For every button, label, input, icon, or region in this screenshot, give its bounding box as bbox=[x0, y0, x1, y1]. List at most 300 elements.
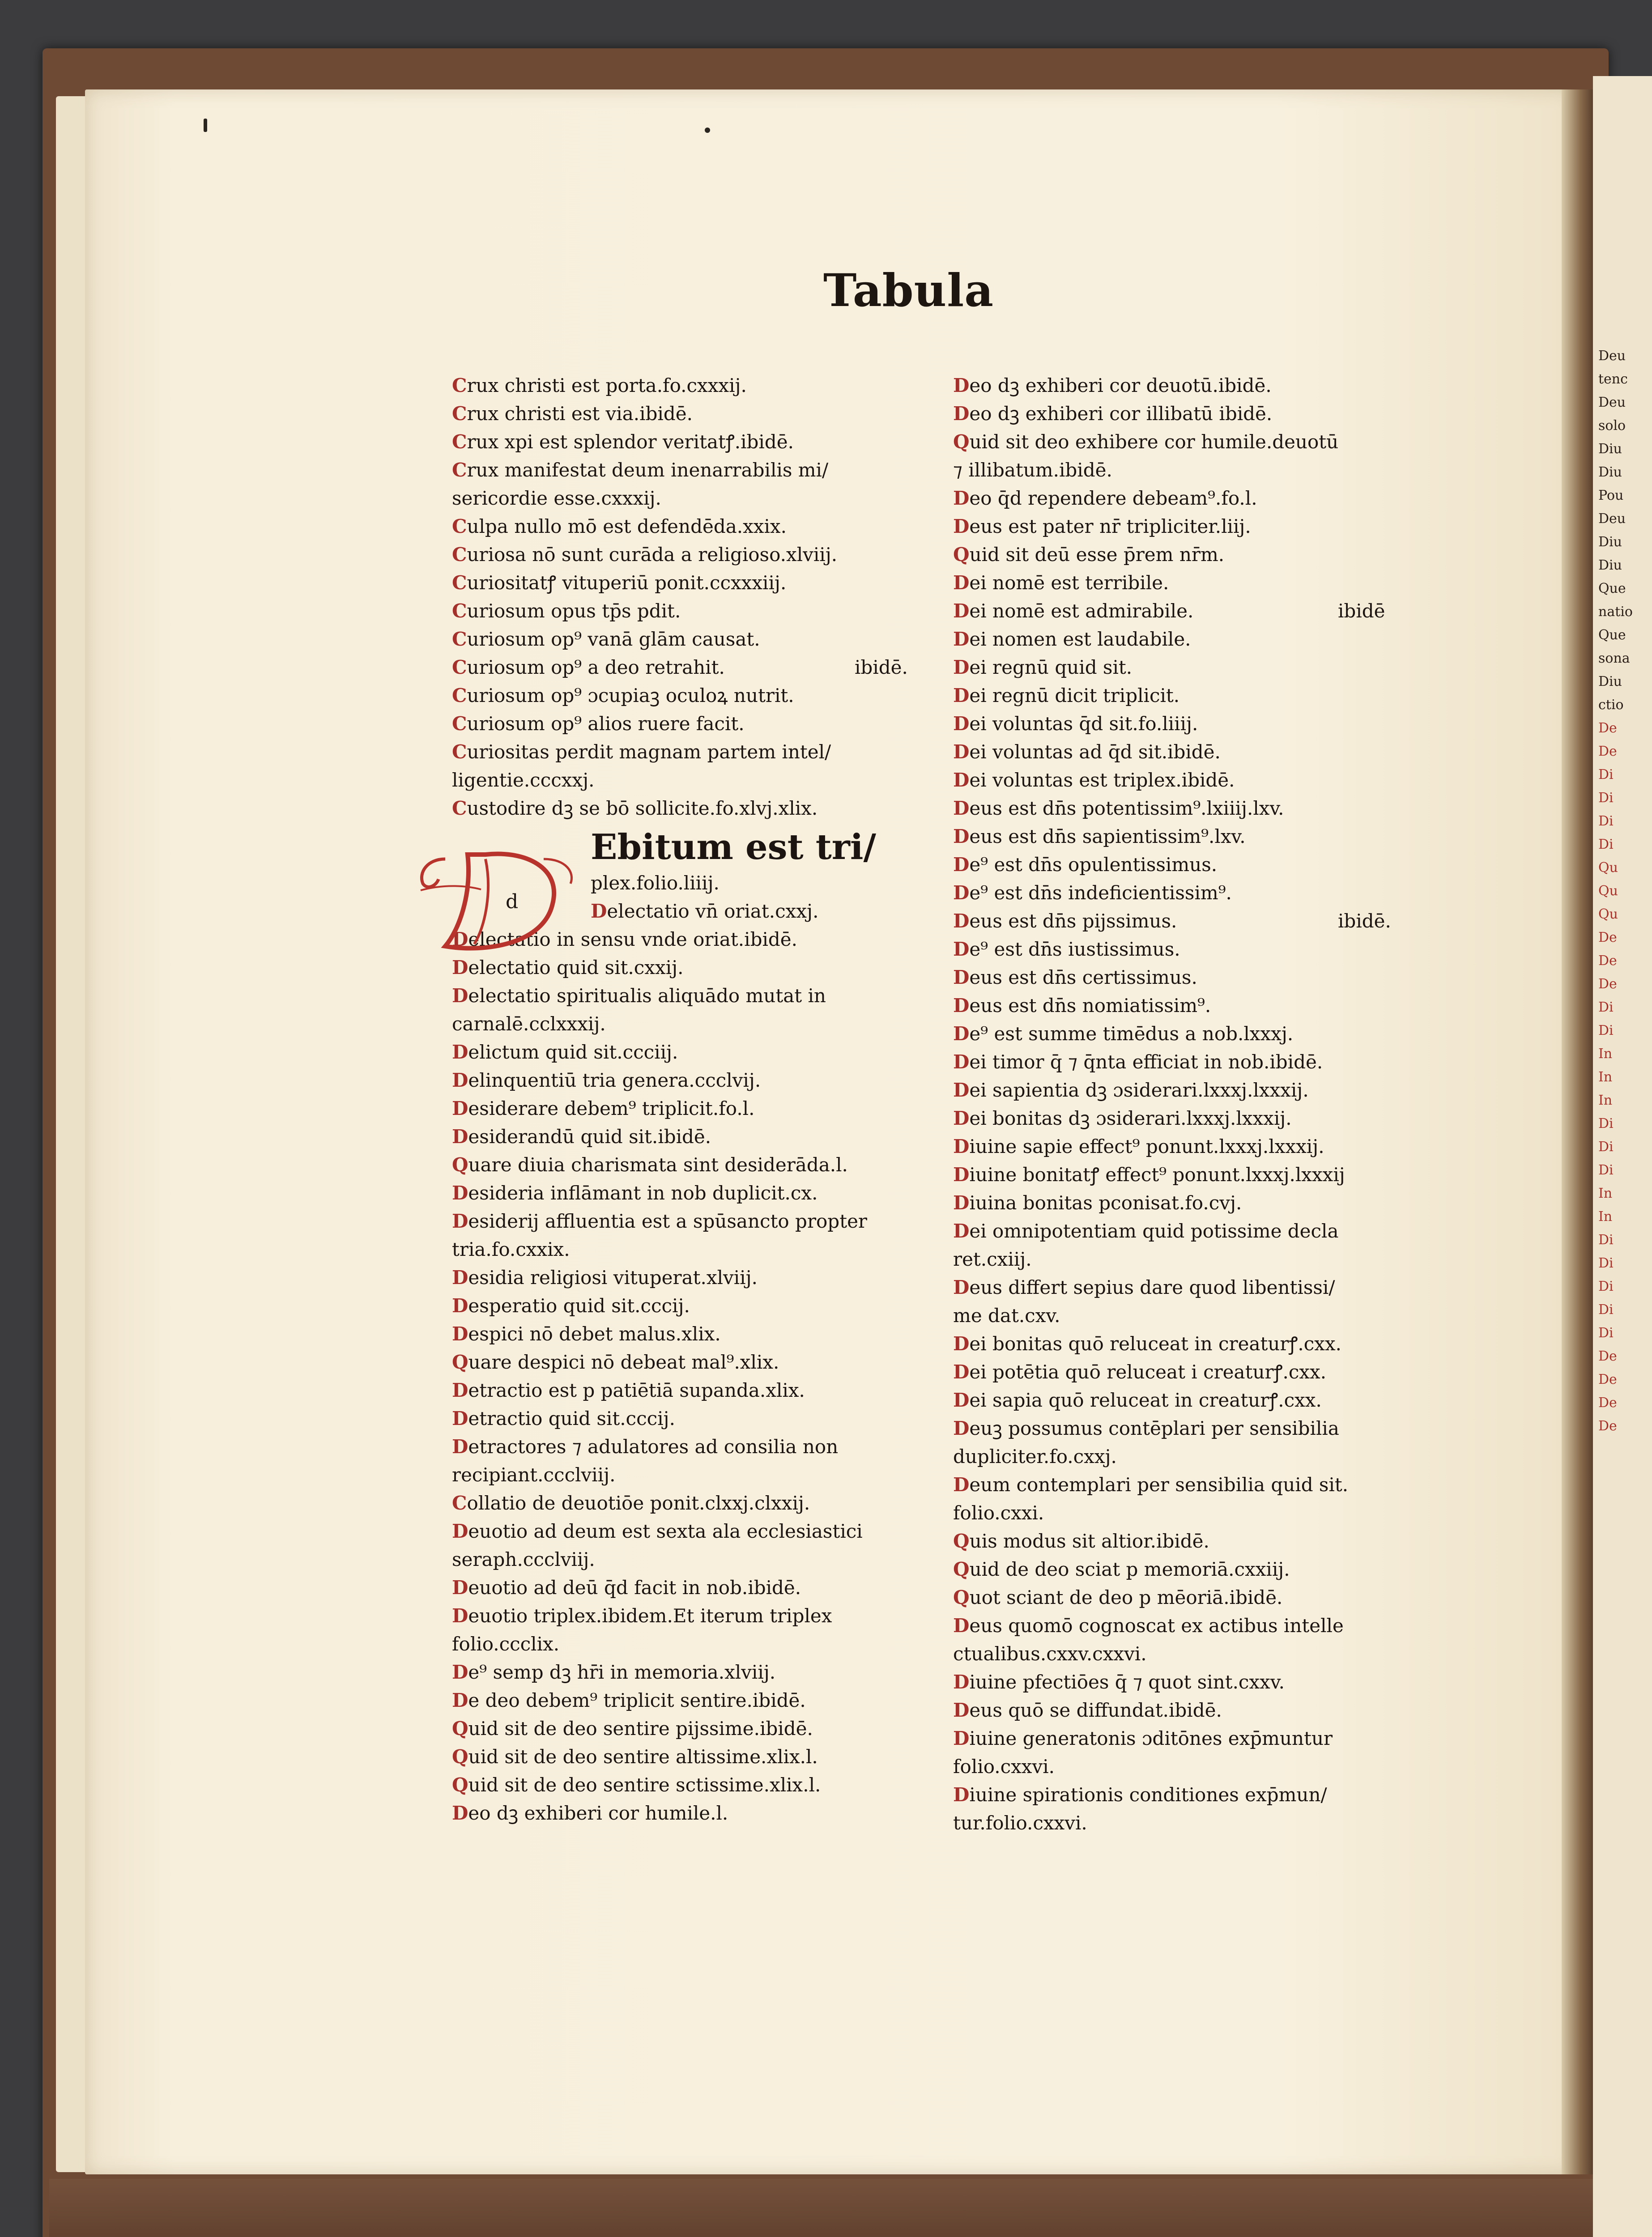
entry-text: ei regnū quid sit. bbox=[969, 656, 1133, 678]
index-entry bbox=[953, 1358, 1436, 1386]
entry-text: ctualibus.cxxv.cxxvi. bbox=[953, 1643, 1147, 1665]
entry-list-top bbox=[452, 371, 926, 822]
rubricated-initial: D bbox=[953, 1192, 970, 1214]
index-entry bbox=[953, 512, 1436, 540]
index-entry bbox=[953, 1499, 1436, 1527]
index-entry bbox=[953, 1471, 1436, 1499]
index-entry bbox=[452, 794, 926, 822]
index-entry bbox=[953, 1048, 1436, 1076]
entry-text: ⁊ illibatum.ibidē. bbox=[953, 459, 1112, 481]
rubricated-initial: D bbox=[452, 1436, 468, 1458]
index-entry bbox=[452, 1771, 926, 1799]
rubricated-initial: D bbox=[452, 1802, 468, 1824]
facing-page-fragment: De bbox=[1598, 720, 1617, 736]
entry-text: rux christi est via.ibidē. bbox=[467, 403, 693, 425]
rubricated-initial: D bbox=[953, 1699, 970, 1721]
entry-text: iuine pfectiōes q̄ ⁊ quot sint.cxxv. bbox=[969, 1671, 1285, 1693]
rubricated-initial: Q bbox=[452, 1746, 468, 1768]
entry-list-bottom bbox=[452, 869, 926, 1827]
index-entry bbox=[953, 1273, 1436, 1301]
page-title: Tabula bbox=[823, 264, 994, 317]
entry-text: electatio vn̄ oriat.cxxj. bbox=[607, 900, 819, 922]
index-column-left bbox=[452, 371, 926, 1827]
entry-text: ulpa nullo mō est defendēda.xxix. bbox=[467, 515, 787, 537]
entry-text: tur.folio.cxxvi. bbox=[953, 1812, 1087, 1834]
rubricated-initial: D bbox=[953, 1079, 970, 1101]
entry-text: eo dꝫ exhiberi cor illibatū ibidē. bbox=[969, 403, 1273, 425]
entry-text: euotio ad deū q̄d facit in nob.ibidē. bbox=[468, 1577, 801, 1599]
entry-reference: ibidē bbox=[1338, 600, 1385, 622]
index-entry bbox=[953, 1696, 1436, 1724]
index-entry bbox=[953, 1752, 1436, 1781]
entry-text: eus est dn̄s sapientissim⁹.lxv. bbox=[969, 825, 1246, 847]
entry-text: eo dꝫ exhiberi cor humile.l. bbox=[468, 1802, 728, 1824]
index-entry bbox=[953, 1555, 1436, 1583]
index-entry bbox=[452, 1376, 926, 1404]
entry-text: uriosum opus tp̄s pdit. bbox=[467, 600, 681, 622]
rubricated-initial: D bbox=[953, 1727, 970, 1749]
page-gutter bbox=[1562, 89, 1593, 2174]
entry-text: eus est dn̄s potentissim⁹.lxiiij.lxv. bbox=[969, 797, 1284, 819]
index-entry bbox=[953, 1161, 1436, 1189]
rubricated-initial: C bbox=[452, 431, 467, 453]
index-entry bbox=[953, 1724, 1436, 1752]
entry-text: euotio ad deum est sexta ala ecclesiastici bbox=[468, 1520, 863, 1542]
rubricated-initial: D bbox=[452, 1295, 468, 1317]
index-entry bbox=[452, 1207, 926, 1235]
facing-page-fragment: In bbox=[1598, 1046, 1613, 1062]
index-entry bbox=[953, 710, 1436, 738]
index-entry bbox=[953, 653, 1436, 681]
index-entry bbox=[452, 1066, 926, 1094]
rubricated-initial: Q bbox=[452, 1351, 468, 1373]
facing-page-fragment: Pou bbox=[1598, 488, 1624, 503]
facing-page-fragment: Diu bbox=[1598, 464, 1622, 480]
entry-text: ustodire dꝫ se bō sollicite.fo.xlvj.xlix. bbox=[467, 797, 818, 819]
index-entry bbox=[452, 1263, 926, 1292]
index-entry bbox=[452, 653, 926, 681]
rubricated-initial: D bbox=[953, 741, 970, 763]
entry-text: uriosa nō sunt curāda a religioso.xlviij. bbox=[467, 544, 838, 566]
rubricated-initial: D bbox=[452, 1408, 468, 1429]
entry-text: esiderij affluentia est a spūsancto propter bbox=[468, 1210, 867, 1232]
rubricated-initial: D bbox=[452, 1661, 468, 1683]
index-entry bbox=[452, 428, 926, 456]
facing-page-fragment: De bbox=[1598, 744, 1617, 759]
rubricated-initial: D bbox=[953, 882, 970, 904]
index-entry bbox=[953, 540, 1436, 569]
rubricated-initial: Q bbox=[953, 544, 970, 566]
entry-text: eus est dn̄s certissimus. bbox=[969, 966, 1197, 988]
index-entry bbox=[953, 371, 1436, 400]
entry-text: uid sit deo exhibere cor humile.deuotū bbox=[969, 431, 1339, 453]
entry-text: ei bonitas quō reluceat in creaturꝭ.cxx. bbox=[969, 1333, 1342, 1355]
index-entry bbox=[452, 1545, 926, 1574]
index-entry bbox=[953, 1104, 1436, 1132]
index-entry bbox=[953, 1301, 1436, 1330]
entry-text: ei nomē est admirabile. bbox=[969, 600, 1194, 622]
index-entry bbox=[452, 982, 926, 1010]
index-entry bbox=[452, 766, 926, 794]
index-entry bbox=[452, 953, 926, 982]
index-column-right bbox=[953, 371, 1436, 1837]
entry-text: ei sapia quō reluceat in creaturꝭ.cxx. bbox=[969, 1389, 1322, 1411]
index-entry bbox=[953, 1527, 1436, 1555]
index-entry bbox=[452, 1602, 926, 1630]
entry-text: eus quomō cognoscat ex actibus intelle bbox=[969, 1615, 1344, 1637]
decorated-initial-d bbox=[418, 841, 579, 957]
entry-text: euꝫ possumus contēplari per sensibilia bbox=[969, 1417, 1339, 1439]
facing-page-fragment: Di bbox=[1598, 837, 1614, 852]
rubricated-initial: C bbox=[452, 459, 467, 481]
index-entry bbox=[452, 1461, 926, 1489]
index-entry bbox=[452, 625, 926, 653]
rubricated-initial: C bbox=[452, 374, 467, 396]
entry-text: ei nomen est laudabile. bbox=[969, 628, 1191, 650]
entry-text: sericordie esse.cxxxij. bbox=[452, 487, 661, 509]
index-entry bbox=[953, 1612, 1436, 1640]
index-entry bbox=[452, 1038, 926, 1066]
facing-page-fragment: ctio bbox=[1598, 697, 1624, 713]
index-entry bbox=[452, 1658, 926, 1686]
rubricated-initial: D bbox=[953, 854, 970, 876]
binding-bottom-edge bbox=[49, 2179, 1602, 2237]
facing-page-fragment: Di bbox=[1598, 813, 1614, 829]
rubricated-initial: D bbox=[452, 957, 468, 978]
rubricated-initial: D bbox=[953, 769, 970, 791]
facing-page-fragment: Que bbox=[1598, 581, 1626, 596]
rubricated-initial: D bbox=[953, 713, 970, 735]
rubricated-initial: D bbox=[953, 1671, 970, 1693]
index-entry bbox=[953, 1132, 1436, 1161]
entry-text: e⁹ est summe timēdus a nob.lxxxj. bbox=[969, 1023, 1294, 1045]
rubricated-initial: D bbox=[953, 515, 970, 537]
entry-reference: ibidē. bbox=[855, 656, 908, 678]
entry-text: e deo debem⁹ triplicit sentire.ibidē. bbox=[468, 1689, 806, 1711]
index-entry bbox=[452, 1686, 926, 1714]
facing-page-fragment: Diu bbox=[1598, 534, 1622, 550]
rubricated-initial: C bbox=[452, 1492, 467, 1514]
entry-text: ei omnipotentiam quid potissime decla bbox=[969, 1220, 1339, 1242]
index-entry bbox=[953, 907, 1436, 935]
entry-text: folio.cxxi. bbox=[953, 1502, 1044, 1524]
entry-text: ei bonitas dꝫ ɔsiderari.lxxxj.lxxxij. bbox=[969, 1107, 1292, 1129]
facing-page-fragment: Diu bbox=[1598, 441, 1622, 457]
index-entry bbox=[452, 681, 926, 710]
index-entry bbox=[953, 935, 1436, 963]
guide-letter: d bbox=[506, 890, 519, 913]
facing-page-fragment: De bbox=[1598, 976, 1617, 992]
facing-page-fragment: sona bbox=[1598, 651, 1630, 666]
facing-page-fragment: De bbox=[1598, 953, 1617, 969]
rubricated-initial: D bbox=[452, 1520, 468, 1542]
entry-text: etractio quid sit.cccij. bbox=[468, 1408, 675, 1429]
index-entry bbox=[953, 597, 1436, 625]
rubricated-initial: D bbox=[953, 1164, 970, 1186]
facing-page-fragment: Diu bbox=[1598, 557, 1622, 573]
index-entry bbox=[452, 597, 926, 625]
rubricated-initial: Q bbox=[953, 1586, 970, 1608]
rubricated-initial: D bbox=[953, 938, 970, 960]
entry-text: uid sit de deo sentire altissime.xlix.l. bbox=[468, 1746, 818, 1768]
rubricated-initial: D bbox=[452, 1323, 468, 1345]
facing-page-fragment: De bbox=[1598, 1418, 1617, 1434]
entry-text: electatio in sensu vnde oriat.ibidē. bbox=[468, 928, 797, 950]
index-entry bbox=[953, 991, 1436, 1020]
entry-text: esiderare debem⁹ triplicit.fo.l. bbox=[468, 1097, 755, 1119]
entry-text: iuine sapie effect⁹ ponunt.lxxxj.lxxxij. bbox=[969, 1136, 1324, 1157]
rubricated-initial: D bbox=[452, 1210, 468, 1232]
rubricated-initial: C bbox=[452, 741, 467, 763]
facing-page-fragment: In bbox=[1598, 1209, 1613, 1225]
entry-text: eus est pater nr̄ tripliciter.liij. bbox=[969, 515, 1251, 537]
index-entry bbox=[953, 1640, 1436, 1668]
index-entry bbox=[452, 1799, 926, 1827]
entry-text: eo q̄d rependere debeam⁹.fo.l. bbox=[969, 487, 1257, 509]
index-entry bbox=[452, 1574, 926, 1602]
rubricated-initial: D bbox=[953, 685, 970, 706]
rubricated-initial: D bbox=[953, 1107, 970, 1129]
entry-text: uriositatꝭ vituperiū ponit.ccxxxiij. bbox=[467, 572, 787, 594]
rubricated-initial: C bbox=[452, 572, 467, 594]
entry-text: etractores ⁊ adulatores ad consilia non bbox=[468, 1436, 839, 1458]
facing-page-fragment: Di bbox=[1598, 1279, 1614, 1294]
facing-page-fragment: De bbox=[1598, 1348, 1617, 1364]
entry-text: iuine bonitatꝭ effect⁹ ponunt.lxxxj.lxxxij bbox=[969, 1164, 1345, 1186]
index-entry bbox=[953, 1668, 1436, 1696]
facing-page-fragment: Di bbox=[1598, 767, 1614, 783]
rubricated-initial: D bbox=[452, 928, 468, 950]
index-entry bbox=[452, 456, 926, 484]
entry-text: electatio quid sit.cxxij. bbox=[468, 957, 684, 978]
entry-text: uriosum op⁹ a deo retrahit. bbox=[467, 656, 725, 678]
rubricated-initial: C bbox=[452, 713, 467, 735]
facing-page-fragment: In bbox=[1598, 1069, 1613, 1085]
index-entry bbox=[452, 512, 926, 540]
facing-page-fragment: Deu bbox=[1598, 348, 1626, 364]
facing-page-fragment: solo bbox=[1598, 418, 1626, 434]
facing-page-fragment: Di bbox=[1598, 1162, 1614, 1178]
entry-text: euotio triplex.ibidem.Et iterum triplex bbox=[468, 1605, 832, 1627]
index-entry bbox=[953, 484, 1436, 512]
rubricated-initial: C bbox=[452, 628, 467, 650]
entry-text: esideria inflāmant in nob duplicit.cx. bbox=[468, 1182, 818, 1204]
entry-text: eus quō se diffundat.ibidē. bbox=[969, 1699, 1222, 1721]
rubricated-initial: D bbox=[953, 1417, 970, 1439]
entry-text: ei voluntas ad q̄d sit.ibidē. bbox=[969, 741, 1221, 763]
entry-text: iuina bonitas pconisat.fo.cvj. bbox=[969, 1192, 1242, 1214]
rubricated-initial: Q bbox=[953, 431, 970, 453]
rubricated-initial: D bbox=[452, 1379, 468, 1401]
facing-page-fragment: Di bbox=[1598, 1232, 1614, 1248]
rubricated-initial: D bbox=[953, 825, 970, 847]
index-entry bbox=[452, 484, 926, 512]
entry-text: electatio spiritualis aliquādo mutat in bbox=[468, 985, 826, 1007]
facing-page-fragment: In bbox=[1598, 1186, 1613, 1201]
index-entry bbox=[452, 1320, 926, 1348]
index-entry bbox=[452, 1489, 926, 1517]
index-entry bbox=[452, 540, 926, 569]
index-entry bbox=[953, 1781, 1436, 1809]
rubricated-initial: D bbox=[953, 1051, 970, 1073]
entry-text: e⁹ est dn̄s indeficientissim⁹. bbox=[969, 882, 1232, 904]
rubricated-initial: D bbox=[591, 900, 607, 922]
entry-text: rux christi est porta.fo.cxxxij. bbox=[467, 374, 747, 396]
rubricated-initial: D bbox=[953, 1615, 970, 1637]
index-entry bbox=[953, 1076, 1436, 1104]
entry-text: folio.cxxvi. bbox=[953, 1756, 1055, 1778]
rubricated-initial: C bbox=[452, 515, 467, 537]
entry-text: eus differt sepius dare quod libentissi/ bbox=[969, 1276, 1335, 1298]
entry-text: uriosum op⁹ alios ruere facit. bbox=[467, 713, 745, 735]
rubricated-initial: D bbox=[953, 403, 970, 425]
entry-text: tria.fo.cxxix. bbox=[452, 1238, 570, 1260]
rubricated-initial: D bbox=[953, 995, 970, 1016]
rubricated-initial: D bbox=[452, 1605, 468, 1627]
rubricated-initial: D bbox=[953, 1220, 970, 1242]
index-entry bbox=[452, 371, 926, 400]
facing-page-fragment: De bbox=[1598, 1372, 1617, 1387]
entry-text: etractio est p patiētiā supanda.xlix. bbox=[468, 1379, 805, 1401]
rubricated-initial: D bbox=[953, 966, 970, 988]
index-entry bbox=[953, 1189, 1436, 1217]
index-entry bbox=[452, 1123, 926, 1151]
rubricated-initial: D bbox=[452, 1041, 468, 1063]
entry-text: e⁹ est dn̄s opulentissimus. bbox=[969, 854, 1218, 876]
entry-text: uis modus sit altior.ibidē. bbox=[969, 1530, 1209, 1552]
index-entry bbox=[452, 1235, 926, 1263]
rubricated-initial: D bbox=[953, 797, 970, 819]
entry-text: uriosum op⁹ vanā glām causat. bbox=[467, 628, 760, 650]
index-entry bbox=[452, 1151, 926, 1179]
index-entry bbox=[953, 1020, 1436, 1048]
facing-page-fragment: Diu bbox=[1598, 674, 1622, 689]
index-entry bbox=[452, 1517, 926, 1545]
facing-page-edge bbox=[1593, 76, 1652, 2237]
entry-reference: ibidē. bbox=[1338, 910, 1391, 932]
facing-page-fragment: natio bbox=[1598, 604, 1633, 620]
rubricated-initial: Q bbox=[452, 1154, 468, 1176]
index-entry bbox=[953, 1386, 1436, 1414]
index-entry bbox=[452, 738, 926, 766]
facing-page-fragment: Di bbox=[1598, 1325, 1614, 1341]
binding-mark bbox=[204, 119, 207, 132]
entry-text: ei potētia quō reluceat i creaturꝭ.cxx. bbox=[969, 1361, 1327, 1383]
rubricated-initial: D bbox=[452, 1267, 468, 1289]
entry-text: espici nō debet malus.xlix. bbox=[468, 1323, 721, 1345]
entry-text: carnalē.cclxxxij. bbox=[452, 1013, 606, 1035]
rubricated-initial: D bbox=[953, 1784, 970, 1806]
entry-text: ei timor q̄ ⁊ q̄nta efficiat in nob.ibidē. bbox=[969, 1051, 1323, 1073]
rubricated-initial: C bbox=[452, 403, 467, 425]
entry-text: ei regnū dicit triplicit. bbox=[969, 685, 1180, 706]
entry-list-right bbox=[953, 371, 1436, 1837]
index-entry bbox=[452, 400, 926, 428]
rubricated-initial: D bbox=[452, 1097, 468, 1119]
entry-text: ei sapientia dꝫ ɔsiderari.lxxxj.lxxxij. bbox=[969, 1079, 1309, 1101]
index-entry bbox=[452, 1010, 926, 1038]
index-entry bbox=[953, 1217, 1436, 1245]
index-entry bbox=[452, 1094, 926, 1123]
entry-text: seraph.ccclviij. bbox=[452, 1548, 595, 1570]
rubricated-initial: C bbox=[452, 544, 467, 566]
rubricated-initial: D bbox=[452, 1689, 468, 1711]
index-entry bbox=[452, 569, 926, 597]
rubricated-initial: C bbox=[452, 797, 467, 819]
rubricated-initial: Q bbox=[452, 1718, 468, 1739]
entry-text: esidia religiosi vituperat.xlviij. bbox=[468, 1267, 758, 1289]
rubricated-initial: D bbox=[953, 487, 970, 509]
facing-page-fragment: tenc bbox=[1598, 371, 1628, 387]
facing-page-fragment: Que bbox=[1598, 627, 1626, 643]
entry-text: iuine generatonis ɔditōnes exp̄muntur bbox=[969, 1727, 1333, 1749]
entry-text: e⁹ est dn̄s iustissimus. bbox=[969, 938, 1180, 960]
rubricated-initial: Q bbox=[953, 1530, 970, 1552]
index-entry bbox=[953, 794, 1436, 822]
index-entry bbox=[953, 456, 1436, 484]
rubricated-initial: D bbox=[452, 985, 468, 1007]
index-entry bbox=[953, 851, 1436, 879]
index-entry bbox=[953, 822, 1436, 851]
index-entry bbox=[953, 1442, 1436, 1471]
index-entry bbox=[953, 1330, 1436, 1358]
entry-text: rux manifestat deum inenarrabilis mi/ bbox=[467, 459, 829, 481]
entry-text: eum contemplari per sensibilia quid sit. bbox=[969, 1474, 1349, 1496]
index-entry bbox=[953, 1245, 1436, 1273]
entry-text: uare diuia charismata sint desiderāda.l. bbox=[468, 1154, 848, 1176]
index-entry bbox=[452, 1348, 926, 1376]
entry-text: uid de deo sciat p memoriā.cxxiij. bbox=[969, 1558, 1290, 1580]
rubricated-initial: C bbox=[452, 600, 467, 622]
facing-page-fragment: Di bbox=[1598, 1116, 1614, 1131]
entry-text: uot sciant de deo p mēoriā.ibidē. bbox=[969, 1586, 1283, 1608]
entry-text: ollatio de deuotiōe ponit.clxxj.clxxij. bbox=[467, 1492, 810, 1514]
entry-text: uriositas perdit magnam partem intel/ bbox=[467, 741, 831, 763]
entry-text: iuine spirationis conditiones exp̄mun/ bbox=[969, 1784, 1327, 1806]
entry-text: me dat.cxv. bbox=[953, 1305, 1060, 1327]
facing-page-fragment: Di bbox=[1598, 1302, 1614, 1318]
entry-text: plex.folio.liiij. bbox=[591, 872, 720, 894]
entry-text: uid sit de deo sentire sctissime.xlix.l. bbox=[468, 1774, 821, 1796]
entry-text: esperatio quid sit.cccij. bbox=[468, 1295, 690, 1317]
rubricated-initial: D bbox=[452, 1069, 468, 1091]
rubricated-initial: D bbox=[452, 1126, 468, 1148]
facing-page-fragment: Qu bbox=[1598, 860, 1618, 876]
entry-text: eus est dn̄s pijssimus. bbox=[969, 910, 1177, 932]
facing-page-fragment: Qu bbox=[1598, 883, 1618, 899]
index-entry bbox=[953, 1414, 1436, 1442]
index-entry bbox=[452, 1292, 926, 1320]
facing-page-fragment: Deu bbox=[1598, 395, 1626, 410]
rubricated-initial: D bbox=[953, 572, 970, 594]
rubricated-initial: D bbox=[452, 1182, 468, 1204]
entry-text: ei nomē est terribile. bbox=[969, 572, 1169, 594]
entry-text: recipiant.ccclviij. bbox=[452, 1464, 616, 1486]
entry-text: elictum quid sit.ccciij. bbox=[468, 1041, 678, 1063]
entry-text: uid sit deū esse p̄rem nr̄m. bbox=[969, 544, 1225, 566]
index-entry bbox=[452, 1714, 926, 1743]
index-entry bbox=[953, 766, 1436, 794]
facing-page-fragment: Deu bbox=[1598, 511, 1626, 527]
facing-page-fragment: Di bbox=[1598, 1139, 1614, 1155]
rubricated-initial: D bbox=[953, 1361, 970, 1383]
rubricated-initial: C bbox=[452, 656, 467, 678]
rubricated-initial: D bbox=[953, 1136, 970, 1157]
index-entry bbox=[953, 400, 1436, 428]
index-entry bbox=[953, 625, 1436, 653]
ink-speck bbox=[705, 128, 710, 133]
rubricated-initial: D bbox=[953, 1333, 970, 1355]
